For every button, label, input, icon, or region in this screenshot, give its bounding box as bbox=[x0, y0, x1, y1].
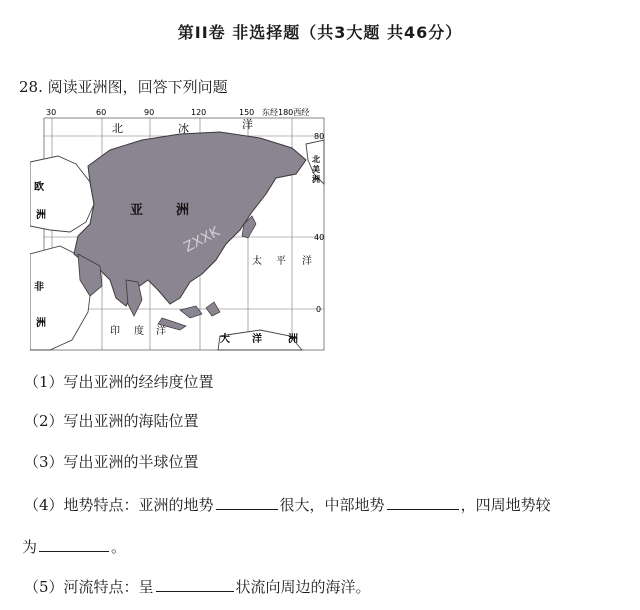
label-na-1: 北 bbox=[312, 155, 320, 164]
lon-tick-60: 60 bbox=[96, 108, 107, 117]
asia-map bbox=[30, 104, 330, 354]
label-pacific-1: 太 bbox=[252, 256, 262, 267]
label-na-3: 洲 bbox=[312, 175, 320, 184]
sub-question-4-part5: 。 bbox=[111, 538, 127, 556]
sub-question-4-part4: 为 bbox=[22, 538, 38, 556]
asia-landmass bbox=[74, 132, 306, 306]
sub-question-4-part3: ，四周地势较 bbox=[460, 496, 551, 514]
label-indian-1: 印 bbox=[110, 326, 120, 337]
answer-blank-river[interactable] bbox=[156, 577, 234, 592]
label-pacific-3: 洋 bbox=[302, 256, 312, 267]
sub-question-4 bbox=[24, 494, 551, 515]
section-title: 第ⅠⅠ卷 非选择题（共3大题 共46分） bbox=[177, 23, 463, 42]
label-indian-3: 洋 bbox=[156, 326, 166, 337]
sub-question-4-part1: （4）地势特点：亚洲的地势 bbox=[24, 496, 214, 514]
label-asia-2: 洲 bbox=[176, 203, 190, 218]
lon-tick-150: 150 bbox=[239, 108, 255, 117]
sub-question-4-cont bbox=[22, 536, 126, 557]
label-oceania-1: 大 bbox=[220, 334, 230, 345]
sub-question-2: （2）写出亚洲的海陆位置 bbox=[24, 412, 199, 430]
sub-question-4-part2: 很大，中部地势 bbox=[279, 496, 385, 514]
label-north-3: 洋 bbox=[242, 118, 253, 131]
label-asia-1: 亚 bbox=[130, 203, 144, 218]
answer-blank-center[interactable] bbox=[387, 495, 459, 510]
answer-blank-relief[interactable] bbox=[216, 495, 278, 510]
lon-tick-90: 90 bbox=[144, 108, 155, 117]
lat-tick-80: 80 bbox=[314, 132, 325, 141]
lat-tick-40: 40 bbox=[314, 233, 325, 242]
lon-tick-30: 30 bbox=[46, 108, 57, 117]
label-africa-2: 洲 bbox=[36, 318, 46, 329]
lat-tick-0: 0 bbox=[316, 305, 322, 314]
label-na-2: 美 bbox=[312, 165, 320, 174]
answer-blank-edge[interactable] bbox=[39, 537, 109, 552]
asia-map-svg bbox=[30, 104, 330, 354]
label-europe-1: 欧 bbox=[34, 182, 44, 193]
sub-question-5-part2: 状流向周边的海洋。 bbox=[235, 578, 371, 596]
label-africa-1: 非 bbox=[34, 282, 44, 293]
lon-tick-180: 东经180西经 bbox=[262, 108, 310, 117]
label-oceania-2: 洋 bbox=[252, 334, 262, 345]
philippine-islands bbox=[206, 302, 220, 316]
label-indian-2: 度 bbox=[134, 326, 144, 337]
sub-question-5-part1: （5）河流特点：呈 bbox=[24, 578, 154, 596]
label-oceania-3: 洲 bbox=[288, 334, 298, 345]
sub-question-1: （1）写出亚洲的经纬度位置 bbox=[24, 373, 214, 391]
question-title: 28. 阅读亚洲图，回答下列问题 bbox=[19, 78, 228, 96]
map-watermark: ZXXK bbox=[181, 223, 223, 256]
label-pacific-2: 平 bbox=[276, 256, 286, 267]
borneo-island bbox=[180, 306, 202, 318]
label-europe-2: 洲 bbox=[36, 210, 46, 221]
lon-tick-120: 120 bbox=[191, 108, 207, 117]
sub-question-3: （3）写出亚洲的半球位置 bbox=[24, 453, 199, 471]
label-north-2: 冰 bbox=[178, 122, 189, 135]
sub-question-5 bbox=[24, 576, 371, 597]
label-north-1: 北 bbox=[112, 122, 123, 135]
